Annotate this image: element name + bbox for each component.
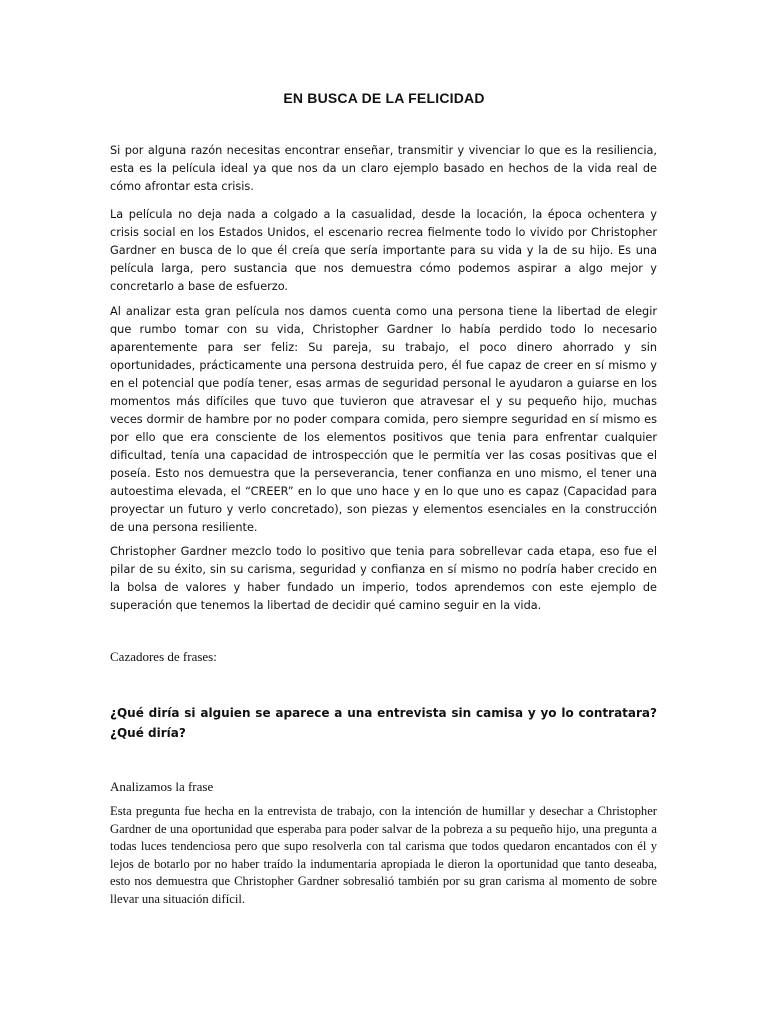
analysis-paragraph: Esta pregunta fue hecha en la entrevista de trabajo, con la intención de humillar y desechar a Christopher Gardner de una oportunidad que esperaba para poder salvar de la pobreza a su pequeño hijo, una pregunta a todas luces tendenciosa pero que supo resolverla con tal carisma que todos quedaron encantados con él y lejos de botarlo por no haber traído la indumentaria apropiada le dieron la oportunidad que tanto deseaba, esto nos demuestra que Christopher Gardner sobresalió también por su gran carisma al momento de sobre llevar una situación difícil. <box>110 804 657 906</box>
section-label: Cazadores de frases: <box>110 649 217 664</box>
paragraph-3: Al analizar esta gran película nos damos cuenta como una persona tiene la libertad de elegir que rumbo tomar con su vida, Christopher Gardner lo había perdido todo lo necesario aparentemente para ser feliz: Su pareja, su trabajo, el poco dinero ahorrado y sin oportunidades, prácticamente una persona destruida pero, él fue capaz de creer en sí mismo y en el potencial que podía tener, esas armas de seguridad personal le ayudaron a guiarse en los momentos más difíciles que tuvo que tuvieron que atravesar el y su pequeño hijo, muchas veces dormir de hambre por no poder compara comida, pero siempre seguridad en sí mismo es por ello que era consciente de los elementos positivos que tenia para enfrentar cualquier dificultad, tenía una capacidad de introspección que le permitía ver las cosas positivas que el poseía. Esto nos demuestra que la perseverancia, tener confianza en uno mismo, el tener una autoestima elevada, el “CREER” en lo que uno hace y en lo que uno es capaz (Capacidad para proyectar un futuro y verlo concretado), son piezas y elementos esenciales en la construcción de una persona resiliente. <box>110 305 657 534</box>
paragraph-2: La película no deja nada a colgado a la casualidad, desde la locación, la época ochentera y crisis social en los Estados Unidos, el escenario recrea fielmente todo lo vivido por Christopher Gardner en busca de lo que él creía que sería importante para su vida y la de su hijo. Es una película larga, pero sustancia que nos demuestra cómo podemos aspirar a algo mejor y concretarlo a base de esfuerzo. <box>110 208 657 293</box>
analysis-heading: Analizamos la frase <box>110 779 214 794</box>
paragraph-4: Christopher Gardner mezclo todo lo positivo que tenia para sobrellevar cada etapa, eso fue el pilar de su éxito, sin su carisma, seguridad y confianza en sí mismo no podría haber crecido en la bolsa de valores y haber fundado un imperio, todos aprendemos con este ejemplo de superación que tenemos la libertad de decidir qué camino seguir en la vida. <box>110 545 657 612</box>
paragraph-1: Si por alguna razón necesitas encontrar enseñar, transmitir y vivenciar lo que es la resiliencia, esta es la película ideal ya que nos da un claro ejemplo basado en hechos de la vida real de cómo afrontar esta crisis. <box>110 144 657 193</box>
document-title: EN BUSCA DE LA FELICIDAD <box>283 90 485 106</box>
quote-question: ¿Qué diría si alguien se aparece a una entrevista sin camisa y yo lo contratara? ¿Qué diría? <box>110 706 657 740</box>
